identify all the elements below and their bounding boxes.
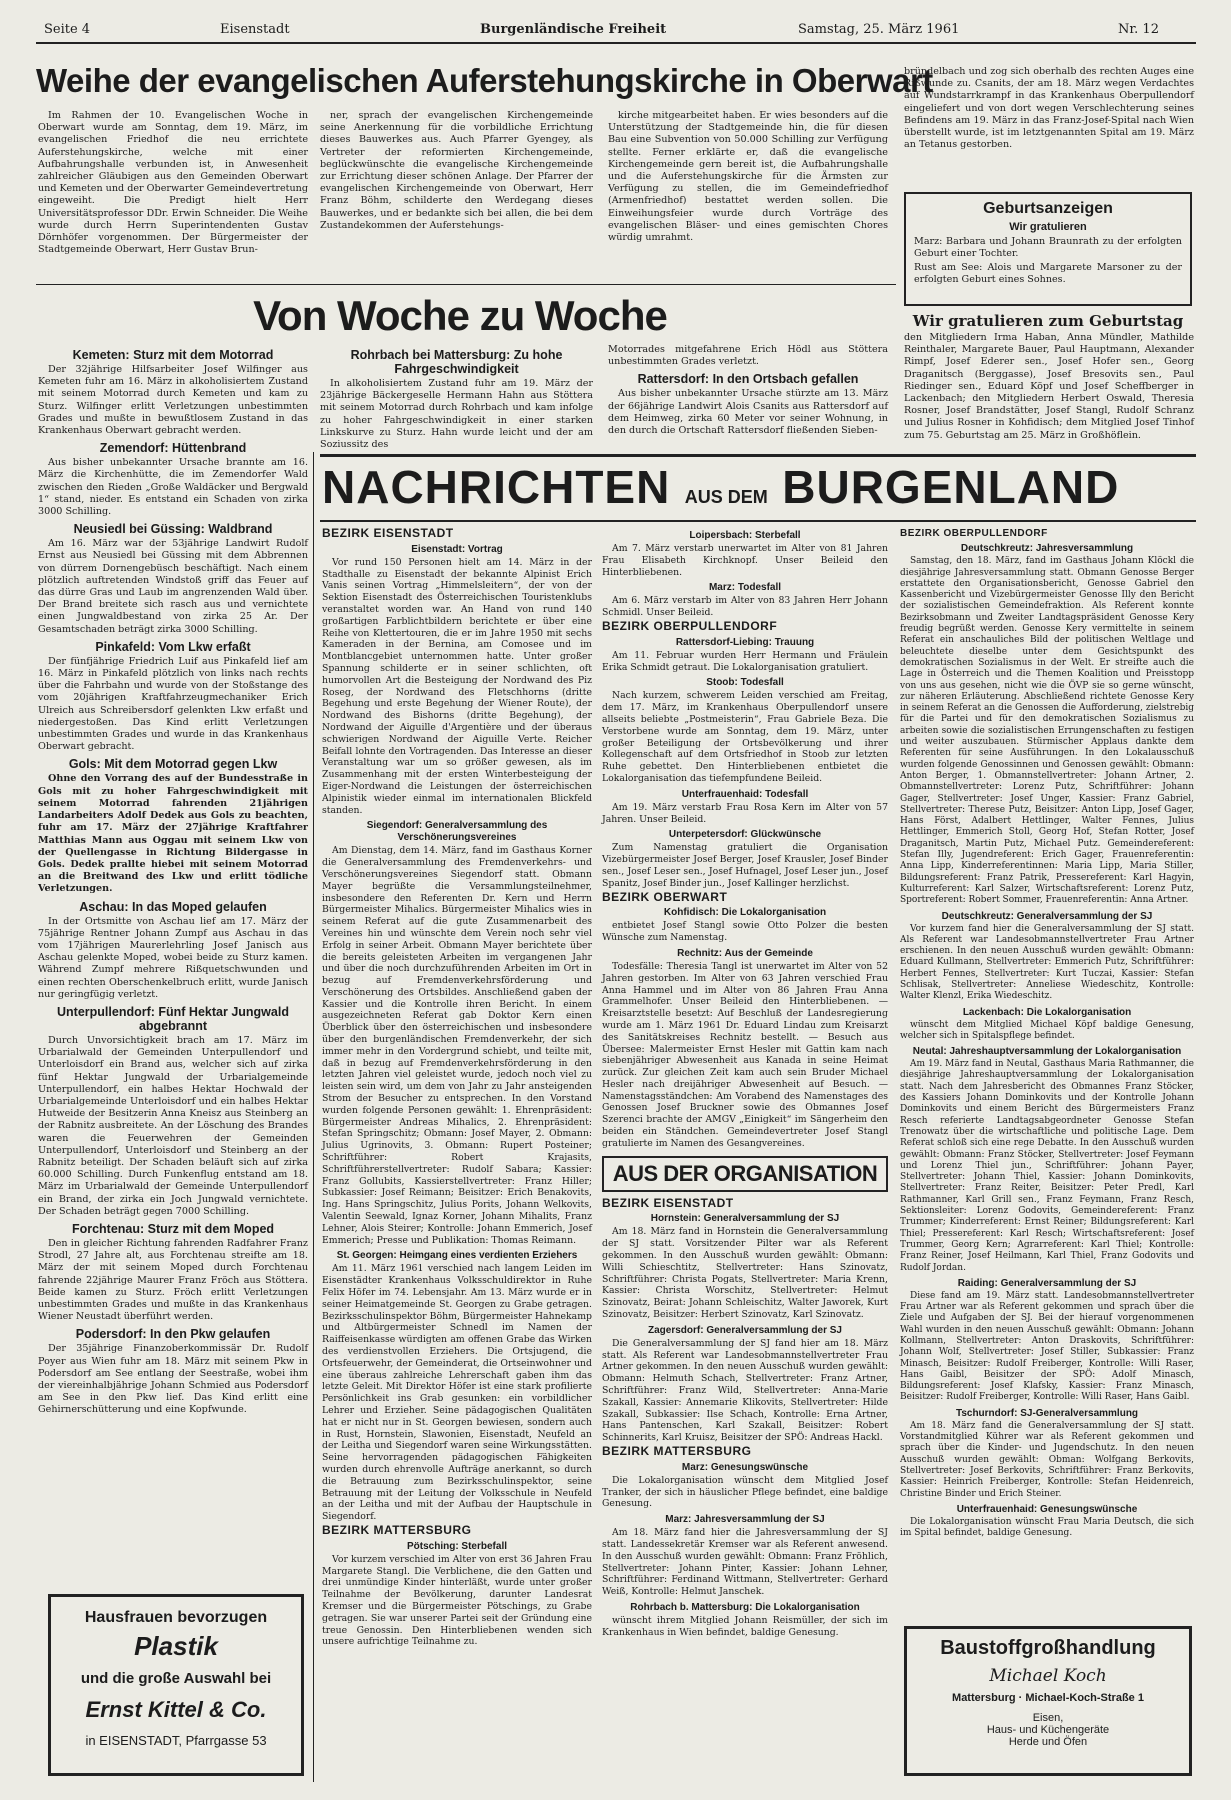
woche-title: Von Woche zu Woche <box>253 292 667 339</box>
header-date: Samstag, 25. März 1961 <box>798 22 960 37</box>
article-heading: Neusiedl bei Güssing: Waldbrand <box>73 522 273 537</box>
article-heading: Lackenbach: Die Lokalorganisation <box>962 1006 1132 1018</box>
ad-line: und die große Auswahl bei <box>80 1670 272 1687</box>
article-text: Vor kurzem verschied im Alter von erst 36 Jahren Frau Margarete Stangl. Die Verblichene, die den Gatten und drei unmündige Kinder hinterläßt, wurde unter großer Teilnahme der Bevölkerung, darunter Landesrat Kremser und die Bürgermeister Pötschings, zu Grabe getragen. Sie war unserer Partei seit der Gründung eine treue Genossin. Den Hinterbliebenen wenden sich unsere aufrichtige Teilnahme zu. <box>322 1553 592 1648</box>
column-divider <box>313 452 314 1782</box>
article-heading: Marz: Jahresversammlung der SJ <box>665 1514 825 1526</box>
article-text: wünscht ihrem Mitglied Johann Reismüller, der sich im Krankenhaus in Wien befindet, baldige Genesung. <box>602 1614 888 1638</box>
rattersdorf-continuation: bründelbach und zog sich oberhalb des rechten Auges eine Rißwunde zu. Csanits, der am 18. März wegen Verdachtes auf Wundstarrkrampf in das Krankenhaus Oberpullendorf eingeliefert und von dort wegen Verschlechterung seines Befindens am 19. März in das Franz-Josef-Spital nach Wien überstellt wurde, ist im letztgenannten Spital am 19. März an Tetanus gestorben. <box>904 66 1194 151</box>
article-text: Aus bisher unbekannter Ursache brannte am 16. März die Kirchenhütte, die im Zemendorfer Wald zwischen den Rieden „Große Waldäcker und Bergwald 1“ stand, nieder. Es entstand ein Schaden von zirka 3000 Schilling. <box>38 457 308 518</box>
top-article-col2: ner, sprach der evangelischen Kirchengemeinde seine Anerkennung für die vorbildliche Errichtung dieses Bauwerkes aus. Auch Pfarrer Gyengey, als Vertreter der reformierten Kirchengemeinde, beglückwünschte die evangelische Kirchengemeinde zur Errichtung dieser schönen Anlage. Der Pfarrer der evangelischen Kirchengemeinde von Oberwart, Herr Franz Böhm, schilderte den Werdegang dieses Bauwerkes, und er bedankte sich bei allen, die bei dem Zustandekommen der Auferstehungs- <box>320 110 593 231</box>
article-heading: Unterfrauenhaid: Todesfall <box>681 788 809 800</box>
woche-col1 <box>38 344 308 1716</box>
banner-word: BURGENLAND <box>782 461 1120 513</box>
district-heading: BEZIRK OBERPULLENDORF <box>900 528 1048 539</box>
article-text: Der fünfjährige Friedrich Luif aus Pinkafeld lief am 16. März in Pinkafeld plötzlich von links nach rechts über die Fahrbahn und wurde von der Stoßstange des vom 20jährigen Kraftfahrzeugmechaniker Erich Ulreich aus Schreibersdorf gelenkten Lkw erfaßt und niedergestoßen. Das Kind erlitt Verletzungen unbestimmten Grades und wurde in das Krankenhaus Oberwart gebracht. <box>38 655 308 753</box>
article-text: Motorrades mitgefahrene Erich Hödl aus Stöttera unbestimmten Grades verletzt. <box>608 344 888 368</box>
article-heading: Deutschkreutz: Jahresversammlung <box>960 543 1134 555</box>
article-heading: Raiding: Generalversammlung der SJ <box>957 1277 1137 1289</box>
geburtstag-title: Wir gratulieren zum Geburtstag <box>912 312 1184 330</box>
article-text: Aus bisher unbekannter Ursache stürzte am 13. März der 66jährige Landwirt Alois Csanits aus Rattersdorf auf dem Heimweg, zirka 60 Meter vor seiner Wohnung, in den durch die Ortschaft Rattersdorf fließenden Sieben- <box>608 388 888 437</box>
article-heading: Hornstein: Generalversammlung der SJ <box>650 1213 840 1225</box>
article-heading: Forchtenau: Sturz mit dem Moped <box>71 1221 275 1236</box>
ad-line: Mattersburg · Michael-Koch-Straße 1 <box>952 1692 1144 1704</box>
district-heading: BEZIRK MATTERSBURG <box>322 1522 472 1537</box>
district-heading: BEZIRK OBERPULLENDORF <box>602 618 778 633</box>
nachrichten-colC <box>900 526 1194 1616</box>
banner-word: NACHRICHTEN <box>322 461 671 513</box>
article-text: Durch Unvorsichtigkeit brach am 17. März im Urbarialwald der Gemeinden Unterpullendorf und Unterloisdorf ein Brand aus, welcher sich auf zirka fünf Hektar Jungwald der Urbarialgemeinde Unterpullendorf, ein halbes Hektar Hochwald der Urbarialgemeinde Unterloisdorf und ein halbes Hektar Hutweide der Besitzerin Anna Kneisz aus Steinberg an der Rabnitz ausbreitete. An der Löschung des Brandes waren die Feuerwehren der Gemeinden Unterpullendorf, Unterloisdorf und Steinberg an der Rabnitz beteiligt. Der Schaden beläuft sich auf zirka 60.000 Schilling. Durch Funkenflug entstand am 18. März im Urbarialwald der Gemeinde Unterpullendorf ein Brand, der zirka ein Joch Jungwald vernichtete. Der Schaden beträgt gegen 7000 Schilling. <box>38 1034 308 1217</box>
geburtstag-text: den Mitgliedern Irma Haban, Anna Mündler, Mathilde Reinthaler, Margarete Bauer, Paul Hauptmann, Alexander Rimpf, Josef Ederer sen., Josef Hofer sen., Georg Draganitsch (Berggasse), Josef Bresovits sen., Paul Riedinger sen., Eduard Köpf und Josef Scheffberger in Lackenbach; den Mitgliedern Herbert Oswald, Theresia Rosner, Josef Brandstätter, Josef Stangl, Rudolf Schranz und Julius Rosner in Kohfidisch; dem Mitglied Josef Tinhof zum 75. Geburtstag am 25. März in Großhöflein. <box>904 332 1194 441</box>
article-text: Die Lokalorganisation wünscht dem Mitglied Josef Tranker, der sich in häuslicher Pflege befindet, eine baldige Genesung. <box>602 1474 888 1510</box>
article-text: Nach kurzem, schwerem Leiden verschied am Freitag, dem 17. März, im Krankenhaus Oberpullendorf unsere allseits beliebte „Postmeisterin“, Frau Gabriele Beza. Die Verstorbene wurde am Sonntag, dem 19. März, unter großer Beteiligung der Ortsbevölkerung und ihrer Kollegenschaft auf dem Ortsfriedhof in Stoob zur letzten Ruhe gebettet. Den Hinterbliebenen entbietet die Lokalorganisation das tiefempfundene Beileid. <box>602 690 888 784</box>
banner-rule-top <box>320 454 1196 457</box>
top-article-rule <box>36 284 896 285</box>
article-heading: Unterfrauenhaid: Genesungswünsche <box>956 1503 1138 1515</box>
article-text: Am 18. März fand hier die Jahresversammlung der SJ statt. Landessekretär Kremser war als Referent anwesend. In den Ausschuß wurden gewählt: Obmann: Franz Fröhlich, Stellvertreter: Johann Pinter, Kassier: Johann Lehner, Schriftführer: Ferdinand Wittmann, Stellvertreter: Gerhard Weiß, Kontrolle: Helmut Janschek. <box>602 1527 888 1598</box>
ad-line: Plastik <box>134 1631 218 1661</box>
article-text: Diese fand am 19. März statt. Landesobmannstellvertreter Frau Artner war als Referent gekommen und sprach über die Ziele und Aufgaben der SJ. Bei der hierauf vorgenommenen Wahl wurden in den neuen Ausschuß gewählt: Obmann: Johann Kollmann, Stellvertreter: Anton Draskovits, Schriftführer: Johann Wolf, Stellvertreter: Josef Stiller, Subkassier: Franz Minasch, Beisitzer: Rudolf Freiberger, Kontrolle: Willi Raser, Hans Gaibl, Beisitzer der SPÖ: Adolf Minasch, Bildungsreferent: Josef Klafsky, Kassier: Franz Minasch, Beisitzer: Rudolf Freiberger, Kontrolle: Willi Raser, Hans Gaibl. <box>900 1290 1194 1403</box>
article-text: Am 6. März verstarb im Alter von 83 Jahren Herr Johann Schmidl. Unser Beileid. <box>602 595 888 619</box>
geburtsanzeigen-box <box>904 192 1192 306</box>
article-text: Samstag, den 18. März, fand im Gasthaus Johann Klöckl die diesjährige Jahresversammlung statt. Obmann Genosse Berger erstattete den Organisationsbericht, Genosse Gabriel den Kassenbericht und Vizebürgermeister Genosse Illy den Bericht der sozialistischen Gemeindefraktion. Als Referent konnte Bezirksobmann und Zweiter Landtagspräsident Genosse Kery freudig begrüßt werden. Genosse Kery vermittelte in seinem Referat ein anschauliches Bild der politischen Weltlage und beleuchtete dieselbe unter dem Gesichtspunkt des demokratischen Sozialismus in der Welt. Er streifte auch die Lage in Österreich und die Themen Koalition und Preisstopp von uns aus gesehen, nicht wie die ÖVP sie so gerne wünscht, zur näheren Erläuterung. Abschließend richtete Genosse Kery in seinem Referat an die Genossen die Aufforderung, zielstrebig für die Partei und für den demokratischen Sozialismus zu arbeiten sowie die sozialistischen Errungenschaften zu festigen und weiter auszubauen. Stürmischer Applaus dankte dem Referenten für seine Ausführungen. In den Lokalausschuß wurden folgende Genossinnen und Genossen gewählt: Obmann: Anton Berger, 1. Obmannstellvertreter: Johann Artner, 2. Obmannstellvertreter: Lorenz Putz, Schriftführer: Johann Gager, Stellvertreter: Josef Unger, Kassier: Franz Gabriel, Stellvertreter: Therese Putz, Beisitzer: Anton Lipp, Josef Gager, Hans Först, Adalbert Hettlinger, Walter Fennes, Julius Hettlinger, Emmerich Stoll, Georg Hof, Stefan Rotter, Josef Draganitsch, Martin Putz, Michael Putz. Gemeindereferent: Stefan Illy, Jugendreferent: Erich Gager, Frauenreferentin: Anna Lipp, Kinderreferentinnen: Maria Lipp, Maria Stiller, Bildungsreferent: Franz Patrik, Pressereferent: Karl Hagyin, Kulturreferent: Karl Salzer, Wirtschaftsreferent: Lorenz Putz, Sportreferent: Robert Sommer, Frauenreferentin: Anna Artner. <box>900 556 1194 906</box>
article-text: Den in gleicher Richtung fahrenden Radfahrer Franz Strodl, 27 Jahre alt, aus Forchtenau streifte am 18. März der mit seinem Moped durch Forchtenau fahrende 22jährige Maurer Franz Fröch aus Stöttera. Beide kamen zu Sturz. Fröch erlitt Verletzungen unbestimmten Grades und mußte in das Krankenhaus Wiener Neustadt überführt werden. <box>38 1237 308 1323</box>
article-text: Ohne den Vorrang des auf der Bundesstraße in Gols mit zu hoher Fahrgeschwindigkeit mit seinem Motorrad fahrenden 21jährigen Landarbeiters Adolf Dedek aus Gols zu beachten, fuhr am 17. März der 27jährige Kraftfahrer Matthias Mann aus Oggau mit seinem Lkw von der Quellengasse in Richtung Bildergasse in Gols. Dedek prallte hiebei mit seinem Motorrad an die Breitwand des Lkw und erlitt tödliche Verletzungen. <box>38 773 308 895</box>
top-article-title: Weihe der evangelischen Auferstehungskirche in Oberwart <box>36 62 933 99</box>
article-text: Der 32jährige Hilfsarbeiter Josef Wilfinger aus Kemeten fuhr am 16. März in alkoholisiertem Zustand mit seinem Motorrad durch Kemeten und kam zu Sturz. Wilfinger erlitt Verletzungen unbestimmten Grades und mußte in bewußtlosem Zustand in das Krankenhaus Oberwart gebracht werden. <box>38 364 308 437</box>
article-text: Am 11. Februar wurden Herr Hermann und Fräulein Erika Schmidt getraut. Die Lokalorganisation gratuliert. <box>602 649 888 673</box>
article-text: Am 16. März war der 53jährige Landwirt Rudolf Ernst aus Neusiedl bei Güssing mit dem Abbrennen von dürrem Dornengebüsch beschäftigt. Nach einem plötzlich auftretenden Windstoß griff das Feuer auf das dürre Gras und Laub im angrenzenden Wald über. Der Brand breitete sich rasch aus und vernichtete einen Jungwaldbestand von zirka 25 Ar. Der Gesamtschaden beträgt zirka 3000 Schilling. <box>38 538 308 635</box>
article-heading: Neutal: Jahreshauptversammlung der Lokalorganisation <box>912 1046 1182 1058</box>
article-heading: Siegendorf: Generalversammlung des Verschönerungsvereines <box>366 820 548 844</box>
header-place: Eisenstadt <box>220 22 290 37</box>
article-text: Am 7. März verstarb unerwartet im Alter von 81 Jahren Frau Elisabeth Kirchknopf. Unser Beileid den Hinterbliebenen. <box>602 543 888 578</box>
article-text: Die Generalversammlung der SJ fand hier am 18. März statt. Als Referent war Landesobmannstellvertreter Frau Artner gekommen. In den neuen Ausschuß wurden gewählt: Obmann: Helmuth Schach, Stellvertreter: Franz Artner, Schriftführer: Franz Wild, Stellvertreter: Anna-Marie Szakall, Kassier: Annemarie Klikovits, Stellvertreter: Hilde Szakall, Subkassier: Ilse Schach, Kontrolle: Erna Artner, Hans Pantenschen, Karl Szakall, Beisitzer: Robert Schinnerits, Karl Kruisz, Beisitzer der SPÖ: Andreas Hackl. <box>602 1337 888 1444</box>
ad-line: Ernst Kittel & Co. <box>85 1697 267 1722</box>
article-text: Am Dienstag, dem 14. März, fand im Gasthaus Korner die Generalversammlung des Fremdenverkehrs- und Verschönerungsvereines Siegendorf statt. Obmann Mayer begrüßte die Versammlungsteilnehmer, insbesondere den Referenten Dr. Kern und Herrn Bürgermeister Mihalics. Bürgermeister Mihalics wies in seinem Referat auf die gute Zusammenarbeit des Vereines hin und wünschte dem Verein noch sehr viel Erfolg in seiner Arbeit. Obmann Mayer berichtete über die bereits geleisteten Arbeiten im vergangenen Jahr und über die noch durchzuführenden Arbeiten im Ort in bezug auf Fremdenverkehrsförderung und Verschönerung des Ortsbildes. Anschließend gaben der Kassier und die Kontrolle ihren Bericht. In einem ausgezeichneten Referat gab Doktor Kern einen Überblick über den österreichischen und insbesondere über den burgenländischen Fremdenverkehr, der sich immer mehr in den Vordergrund schiebt, und teilte mit, daß in bezug auf Fremdenverkehrsförderung in den letzten Jahren viel geleistet wurde, jedoch noch viel zu leisten sein wird, um dem von Jahr zu Jahr ansteigenden Strom der Besucher zu entsprechen. In den Vorstand wurden folgende Personen gewählt: 1. Ehrenpräsident: Bürgermeister Andreas Mihalics, 2. Ehrenpräsident: Stefan Springschitz; Obmann: Josef Mayer, 2. Obmann: Julius Ugrinovits, 3. Obmann: Rupert Posteiner; Schriftführer: Robert Krajasits, Schriftführerstellvertreter: Rudolf Sabara; Kassier: Franz Gollubits, Kassierstellvertreter: Franz Hiller; Subkassier: Josef Reimann; Beisitzer: Erich Benakovits, Ing. Hans Springschitz, Julius Porits, Johann Welkovits, Valentin Seewald, Ignaz Korner, Johann Mihalits, Franz Lehner, Alois Steirer; Kontrolle: Johann Emmerich, Josef Emmerich; Presse und Publikation: Thomas Reimann. <box>322 845 592 1246</box>
geburtsanzeigen-text1: Marz: Barbara und Johann Braunrath zu der erfolgten Geburt einer Tochter. <box>914 236 1182 259</box>
aus-der-organisation-title: AUS DER ORGANISATION <box>602 1156 888 1192</box>
nachrichten-colB <box>602 526 888 1776</box>
article-heading: Gols: Mit dem Motorrad gegen Lkw <box>68 757 278 772</box>
article-text: Todesfälle: Theresia Tangl ist unerwartet im Alter von 52 Jahren gestorben. Im Alter von 63 Jahren verschied Frau Anna Hammel und im Alter von 86 Jahren Frau Anna Grammelhofer. Unser Beileid den Hinterbliebenen. — Kreisarztstelle besetzt: Auf Beschluß der Landesregierung wurde am 1. März 1961 Dr. Eduard Lindau zum Kreisarzt des Sanitätskreises Rechnitz bestellt. — Besuch aus Übersee: Malermeister Ernst Hesler mit Gattin kam nach siebenjähriger Abwesenheit aus Kanada in seine Heimat zurück. Zur gleichen Zeit kam auch sein Bruder Michael Hesler nach dreijähriger Abwesenheit auf Besuch. — Namenstagsständchen: Am Vorabend des Namenstages des Genossen Josef Bruckner sowie des Obmannes Josef Szerenci brachte der AMGV „Einigkeit“ im Sängerheim den beiden ein Ständchen. Gemeindevertreter Josef Stangl gratulierte im Namen des Gesangvereines. <box>602 960 888 1149</box>
newspaper-name: Burgenländische Freiheit <box>480 22 667 37</box>
article-text: In der Ortsmitte von Aschau lief am 17. März der 75jährige Rentner Johann Zumpf aus Aschau in das vom 17jährigen Maurerlehrling Josef Janisch aus Aschau gelenkte Moped, wobei beide zu Sturz kamen. Während Zumpf mehrere Rißquetschwunden und einen rechten Oberschenkelbruch erlitt, wurde Janisch nur geringfügig verletzt. <box>38 915 308 1000</box>
ad-line: Eisen, <box>1032 1712 1064 1724</box>
article-heading: Tschurndorf: SJ-Generalversammlung <box>955 1407 1139 1419</box>
article-text: Der 35jährige Finanzoberkommissär Dr. Rudolf Poyer aus Wien fuhr am 18. März mit seinem Pkw in Podersdorf am See entlang der Seestraße, wobei ihm der viereinhalbjährige Johann Schmied aus Podersdorf am See in den Pkw lief. Das Kind erlitt eine Gehirnerschütterung und eine Kopfwunde. <box>38 1343 308 1416</box>
article-heading: Kemeten: Sturz mit dem Motorrad <box>72 348 274 362</box>
nachrichten-colA <box>322 526 592 1776</box>
article-heading: Podersdorf: In den Pkw gelaufen <box>75 1327 271 1342</box>
article-text: Die Lokalorganisation wünscht Frau Maria Deutsch, die sich im Spital befindet, baldige Genesung. <box>900 1516 1194 1539</box>
district-heading: BEZIRK EISENSTADT <box>322 526 454 540</box>
district-heading: BEZIRK EISENSTADT <box>602 1195 734 1210</box>
article-heading: Loipersbach: Sterbefall <box>689 530 801 541</box>
article-text: entbietet Josef Stangl sowie Otto Polzer die besten Wünsche zum Namenstag. <box>602 920 888 944</box>
article-heading: Rattersdorf-Liebing: Trauung <box>675 636 815 648</box>
ad-line: Haus- und Küchengeräte <box>986 1724 1110 1736</box>
article-text: Am 11. März 1961 verschied nach langem Leiden im Eisenstädter Krankenhaus Volksschuldirektor in Ruhe Felix Höfer im 74. Lebensjahr. Am 13. März wurde er in seiner Heimatgemeinde St. Georgen zu Grabe getragen. Bezirksschulinspektor Böhm, Bürgermeister Hahnekamp und Altbürgermeister Schnedl im Namen der Raiffeisenkasse würdigten am offenen Grabe das Wirken des verdienstvollen Erziehers. Die Ortsjugend, die Ortsfeuerwehr, der Gemeinderat, die Ortseinwohner und eine überaus zahlreiche Lehrerschaft gaben ihm das letzte Geleit. Mit Direktor Höfer ist eine stark profilierte Persönlichkeit ins Grab gesunken: ein vorbildlicher Lehrer und Erzieher. Seine pädagogischen Qualitäten hat er nicht nur in St. Georgen bewiesen, sondern auch in Rust, Hornstein, Slawonien, Eisenstadt, Neufeld an der Leitha und Siegendorf waren seine Wirkungsstätten. Seine hervorragenden pädagogischen Fähigkeiten wurden durch ehrenvolle Aufträge anerkannt, so durch die Betrauung zum Bezirksschulinspektor, seine Betrauung mit der Leitung der Volksschule in Neufeld an der Leitha und mit der Aufbau der Hauptschule in Siegendorf. <box>322 1263 592 1523</box>
article-text: Am 19. März verstarb Frau Rosa Kern im Alter von 57 Jahren. Unser Beileid. <box>602 801 888 825</box>
geburtsanzeigen-subtitle: Wir gratulieren <box>1009 221 1087 233</box>
article-heading: Rattersdorf: In den Ortsbach gefallen <box>637 372 859 387</box>
top-article-col1: Im Rahmen der 10. Evangelischen Woche in Oberwart wurde am Sonntag, dem 19. März, im evangelischen Friedhof die neu errichtete Auferstehungskirche, welche mit einer Aufbahrungshalle verbunden ist, in Anwesenheit zahlreicher Gläubigen aus den Gemeinden Oberwart und Kemeten und der Oberwarter Gemeindevertretung eingeweiht. Die Predigt hielt Herr Universitätsprofessor DDr. Erwin Schneider. Die Weihe wurde durch Herrn Superintendenten Gustav Dörnhöfer vorgenommen. Der Bürgermeister der Stadtgemeinde Oberwart, Herr Gustav Brun- <box>38 110 308 256</box>
ad-line: Baustoffgroßhandlung <box>940 1637 1156 1659</box>
issue-number: Nr. 12 <box>1118 22 1159 37</box>
article-heading: Rohrbach b. Mattersburg: Die Lokalorganisation <box>630 1601 860 1613</box>
koch-ad <box>904 1626 1192 1776</box>
ad-line: Herde und Öfen <box>1008 1736 1088 1748</box>
ad-line: Hausfrauen bevorzugen <box>84 1609 268 1626</box>
article-heading: Stoob: Todesfall <box>706 677 784 689</box>
article-text: Am 19. März fand in Neutal, Gasthaus Maria Rathmanner, die diesjährige Jahreshauptversammlung der Lokalorganisation statt. Nach dem Jahresbericht des Obmannes Franz Stöcker, des Kassiers Johann Dominkovits und der Kontrolle Johann Dominkovits und einem Bericht des Bürgermeisters Franz Resch referierte Landtagsabgeordneter Genosse Stefan Trenowatz über die wirtschaftliche und politische Lage. Dem Referat schloß sich eine rege Debatte. In den Ausschuß wurden gewählt: Obmann: Franz Stöcker, Stellvertreter: Josef Feymann und Lorenz Thiel jun., Schriftführer: Johann Payer, Stellvertreter: Johann Thiel, Kassier: Johann Dominkovits, Stellvertreter: Franz Reiter, Beisitzer: Peter Predl, Karl Rathmanner, Karl Grill sen., Franz Feymann, Franz Resch, Sektionsleiter: Lorenz Godovits, Gemeindereferent: Franz Trummer; Kinderreferent: Ernst Reiner; Bildungsreferent: Karl Thiel; Pressereferent: Karl Resch; Wirtschaftsreferent: Josef Trummer, Georg Kern; Agrarreferent: Karl Thiel; Kontrolle: Franz Reiner, Josef Heilmann, Karl Thiel, Franz Godovits und Rudolf Jordan. <box>900 1059 1194 1273</box>
article-heading: Zagersdorf: Generalversammlung der SJ <box>648 1324 842 1336</box>
banner-word: AUS DEM <box>684 487 768 507</box>
page-number: Seite 4 <box>44 22 91 37</box>
article-heading: Unterpetersdorf: Glückwünsche <box>668 829 822 841</box>
woche-col3 <box>608 344 888 444</box>
article-text: Am 18. März fand in Hornstein die Generalversammlung der SJ statt. Vorsitzender Pilter war als Referent gekommen. In den Ausschuß wurden gewählt: Obmann: Willi Schieschtitz, Stellvertreter: Hans Szinovatz, Schriftführer: Christa Pogats, Stellvertreter: Maria Krenn, Kassier: Christa Worschitz, Stellvertreter: Helmut Szinovatz, Beirat: Johann Schleischitz, Walter Jaworek, Kurt Szinovatz, Beisitzer: Herbert Szinovatz, Karl Szinovatz. <box>602 1226 888 1321</box>
article-heading: Pötsching: Sterbefall <box>406 1540 507 1552</box>
kittel-ad <box>48 1594 304 1776</box>
article-heading: Aschau: In das Moped gelaufen <box>79 899 267 914</box>
geburtsanzeigen-text2: Rust am See: Alois und Margarete Marsoner zu der erfolgten Geburt eines Sohnes. <box>914 262 1182 285</box>
article-heading: Marz: Todesfall <box>708 582 782 594</box>
article-heading: Eisenstadt: Vortrag <box>411 543 503 555</box>
article-text: Vor rund 150 Personen hielt am 14. März in der Stadthalle zu Eisenstadt der bekannte Alpinist Erich Vanis seinen Vortrag „Himmelsleitern“, der von der Sektion Eisenstadt des Österreichischen Touristenklubs veranstaltet worden war. An Hand von rund 140 großartigen Farblichtbildern berichtete er über eine Reihe von Klettertouren, die er im Jahre 1950 mit sechs Kameraden in der Bernina, am Comosee und im Montblancgebiet unternommen hatte. Unter großer Spannung schilderte er in seiner schlichten, oft humorvollen Art die Besteigung der Nordwand des Piz Roseg, der Nordwand des Fletschhorns (dritte Begehung und erste Begehung der Wiener Route), der Nordwand des Bishorns (dritte Begehung), der Nordwand der Aiguille d'Argentière und der überaus schwierigen Nordwand der Aiguille Verte. Reicher Beifall lohnte den Vortragenden. Das Interesse an dieser Veranstaltung war um so größer gewesen, als im Zusammenhang mit der ersten Winterbesteigung der Eiger-Nordwand die Leistungen der österreichischen Alpinistik wieder einmal im internationalen Blickfeld standen. <box>322 556 592 816</box>
ad-line: Michael Koch <box>989 1666 1107 1686</box>
article-text: Am 18. März fand die Generalversammlung der SJ statt. Vorstandmitglied Kührer war als Referent gekommen und sprach über die Kinder- und Jugendschutz. In den neuen Ausschuß wurden gewählt: Obman: Wolfgang Berkovits, Stellvertreter: Josef Berkovits, Schriftführer: Franz Berkovits, Kassier: Heinrich Freiberger, Kontrolle: Stefan Heidenreich, Christine Binder und Erich Steiner. <box>900 1420 1194 1499</box>
article-heading: Deutschkreutz: Generalversammlung der SJ <box>941 910 1153 922</box>
article-text: wünscht dem Mitglied Michael Köpf baldige Genesung, welcher sich in Spitalspflege befindet. <box>900 1019 1194 1041</box>
article-heading: Rohrbach bei Mattersburg: Zu hohe Fahrgeschwindigkeit <box>350 348 563 376</box>
article-heading: Zemendorf: Hüttenbrand <box>99 441 247 456</box>
article-heading: Marz: Genesungswünsche <box>681 1461 809 1473</box>
district-heading: BEZIRK OBERWART <box>602 889 728 904</box>
article-text: Vor kurzem fand hier die Generalversammlung der SJ statt. Als Referent war Landesobmannstellvertreter Frau Artner erschienen. In den neuen Ausschuß wurden gewählt: Obmann: Eduard Kullmann, Stellvertreter: Emmerich Putz, Schriftführer: Herbert Fennes, Stellvertreter: Kurt Tuczai, Kassier: Stefan Schlisak, Stellvertreter: Anneliese Wiedeschitz, Kontrolle: Walter Klenzl, Erika Wiedeschitz. <box>900 923 1194 1002</box>
article-text: In alkoholisiertem Zustand fuhr am 19. März der 23jährige Bäckergeselle Hermann Hahn aus Stöttera mit seinem Motorrad durch Rohrbach und kam infolge zu hoher Fahrgeschwindigkeit in einer starken Linkskurve zu Sturz. Hahn wurde leicht und der am Soziussitz des <box>320 378 593 451</box>
nachrichten-banner <box>322 460 1196 518</box>
article-heading: St. Georgen: Heimgang eines verdienten Erziehers <box>336 1250 578 1262</box>
banner-rule-bottom <box>320 520 1196 522</box>
district-heading: BEZIRK MATTERSBURG <box>602 1444 752 1459</box>
woche-col2 <box>320 344 593 451</box>
article-heading: Unterpullendorf: Fünf Hektar Jungwald abgebrannt <box>57 1004 289 1033</box>
top-article-col3: kirche mitgearbeitet haben. Er wies besonders auf die Unterstützung der Stadtgemeinde hin, die für diesen Bau eine Subvention von 50.000 Schilling zur Verfügung stellte. Ferner erklärte er, daß die evangelische Kirchengemeinde gern bereit ist, die Aufbahrungshalle und die Auferstehungskirche für die Ärmsten zur Verfügung zu stellen, die im Gemeindefriedhof (Armenfriedhof) bestattet werden sollen. Die Einweihungsfeier wurde durch Vorträge des evangelischen Bläser- und eines gemischten Chores würdig umrahmt. <box>608 110 888 244</box>
article-heading: Rechnitz: Aus der Gemeinde <box>677 947 813 959</box>
article-text: Zum Namenstag gratuliert die Organisation Vizebürgermeister Josef Berger, Josef Krausler, Josef Binder sen., Josef Leser sen., Josef Hufnagel, Josef Leser jun., Josef Spanitz, Josef Binder jun., Josef Kallinger herzlichst. <box>602 842 888 889</box>
geburtsanzeigen-title: Geburtsanzeigen <box>983 200 1113 217</box>
article-heading: Pinkafeld: Vom Lkw erfaßt <box>95 639 251 654</box>
header-rule <box>36 42 1196 44</box>
article-heading: Kohfidisch: Die Lokalorganisation <box>663 907 827 919</box>
ad-line: in EISENSTADT, Pfarrgasse 53 <box>85 1733 267 1748</box>
